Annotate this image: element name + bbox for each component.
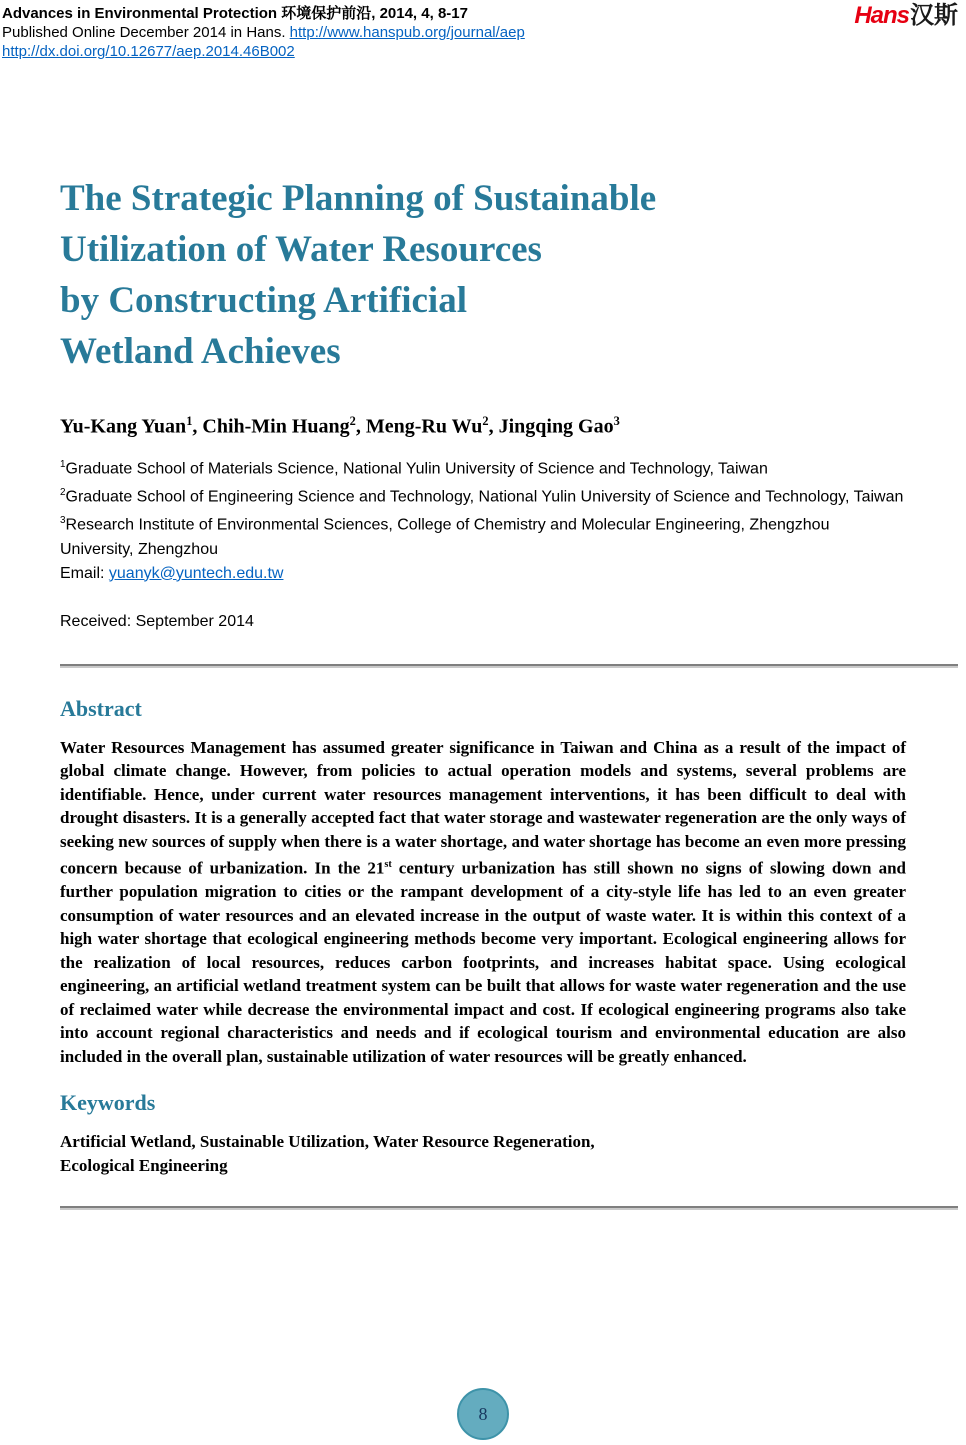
affiliation-2-text: Graduate School of Engineering Science and Technology, National Yulin University of Science and Technology, Taiwan [65,488,904,506]
abstract-part-2: century urbanization has still shown no signs of slowing down and further population migration to cities or the rampant development of a city-style life has led to an even greater consumption of water resources and an elevated increase in the output of waste water. It is within this context of a high water shortage that ecological engineering methods become very important. Ecological engineering allows for the realization of local resources, reduces carbon footprints, and increases habitat space. Using ecological engineering, an artificial wetland treatment system can be built that allows for waste water regeneration and the use of reclaimed water while decrease the environmental impact and cost. If ecological engineering programs also take into account regional characteristics and needs and if ecological tourism and environmental education are also included in the overall plan, sustainable utilization of water resources will be greatly enhanced. [60,858,906,1066]
keywords-heading: Keywords [60,1090,156,1116]
journal-header [0,0,966,61]
published-line [2,23,966,42]
author-name-4: , Jingqing Gao [488,415,614,438]
doi-link[interactable]: http://dx.doi.org/10.12677/aep.2014.46B002 [2,43,295,60]
email-label: Email: [60,564,109,582]
author-name-2: , Chih-Min Huang [192,415,350,438]
email-line [60,562,906,586]
keywords-line-1: Artificial Wetland, Sustainable Utilization, Water Resource Regeneration, [60,1132,595,1152]
author-name-1: Yu-Kang Yuan [60,415,187,438]
journal-url-link[interactable]: http://www.hanspub.org/journal/aep [289,24,525,41]
affiliation-3-sup: 3 [60,515,66,527]
abstract-part-1: Water Resources Management has assumed greater significance in Taiwan and China as a result of the impact of global climate change. However, from policies to actual operation models and systems, several problems are identifiable. Hence, under current water resources management interventions, it has been difficult to deal with drought disasters. It is a generally accepted fact that water storage and wastewater regeneration are the only ways of seeking new sources of supply when there is a water shortage, and water shortage has become an even more pressing concern because of urbanization. In the 21 [60,737,906,878]
section-divider-bottom [60,1206,958,1210]
hans-logo-cn-text: 汉斯 [910,2,958,29]
author-sup-3: 2 [482,414,489,428]
keywords-text [60,1130,906,1178]
section-divider-top [60,664,958,668]
abstract-heading: Abstract [60,695,142,721]
affiliation-1-text: Graduate School of Materials Science, National Yulin University of Science and Technology, Taiwan [65,459,768,477]
affiliation-1-sup: 1 [60,458,66,470]
page-number-badge [457,1388,509,1440]
title-line-1: The Strategic Planning of Sustainable [60,178,657,219]
affiliation-3-text: Research Institute of Environmental Sciences, College of Chemistry and Molecular Engineering, Zhengzhou University, Zhengzhou [60,516,830,558]
affiliations [60,453,906,586]
abstract-ordinal-sup: st [384,859,392,871]
doi-line [2,42,966,61]
email-link[interactable]: yuanyk@yuntech.edu.tw [108,564,284,582]
hans-logo [854,2,958,30]
article-content [60,173,906,634]
page-number: 8 [478,1403,488,1424]
author-name-3: , Meng-Ru Wu [355,415,483,438]
affiliation-2 [60,481,906,509]
title-line-3: by Constructing Artificial [60,280,467,321]
hans-logo-latin-text: Hans [854,2,909,29]
author-sup-2: 2 [349,414,356,428]
journal-title-line: Advances in Environmental Protection 环境保护前沿, 2014, 4, 8-17 [2,5,468,22]
article-title [60,173,906,377]
abstract-section [60,694,906,1069]
published-prefix: Published Online December 2014 in Hans. [2,24,290,41]
author-sup-1: 1 [186,414,193,428]
received-line: Received: September 2014 [60,612,254,630]
keywords-line-2: Ecological Engineering [60,1156,228,1176]
title-line-2: Utilization of Water Resources [60,229,542,270]
affiliation-1 [60,453,906,481]
page-footer [0,1388,966,1440]
authors-line [60,407,906,441]
keywords-section [60,1088,906,1178]
author-sup-4: 3 [613,414,620,428]
title-line-4: Wetland Achieves [60,331,341,372]
affiliation-3 [60,509,906,561]
affiliation-2-sup: 2 [60,486,66,498]
abstract-text [60,736,906,1069]
